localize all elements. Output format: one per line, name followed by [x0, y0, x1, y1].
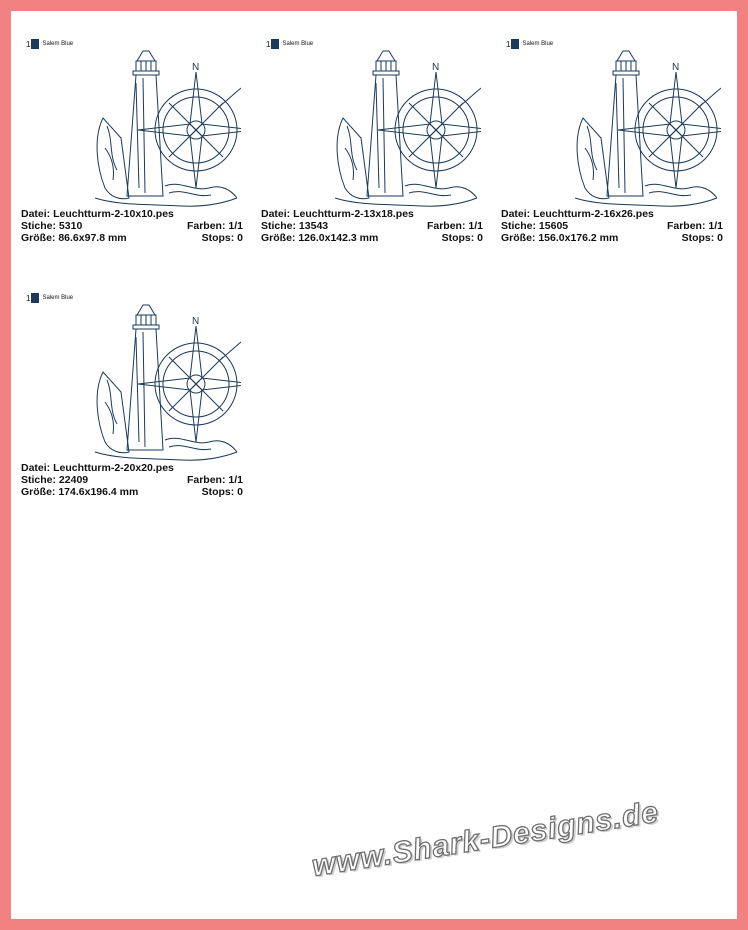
design-size: Größe: 86.6x97.8 mm [21, 232, 127, 244]
design-info [261, 208, 483, 244]
design-card[interactable] [21, 28, 251, 244]
thread-legend [26, 292, 73, 304]
design-size: Größe: 126.0x142.3 mm [261, 232, 379, 244]
thread-color-swatch [271, 39, 279, 49]
lighthouse-compass-embroidery [571, 48, 721, 210]
file-name: Datei: Leuchtturm-2-10x10.pes [21, 208, 174, 220]
thread-name: Salem Blue [42, 295, 74, 301]
compass-letter: N [192, 316, 200, 327]
watermark-text: www.Shark-Designs.de [309, 795, 662, 884]
lighthouse-compass-embroidery [331, 48, 481, 210]
color-count: Farben: 1/1 [186, 220, 243, 232]
lighthouse-compass-embroidery [91, 302, 241, 464]
file-name: Datei: Leuchtturm-2-20x20.pes [21, 462, 174, 474]
thread-name: Salem Blue [522, 41, 554, 47]
thread-color-swatch [31, 293, 39, 303]
thread-number: 1 [266, 39, 271, 49]
thread-number: 1 [26, 293, 31, 303]
thread-number: 1 [506, 39, 511, 49]
stop-count: Stops: 0 [201, 486, 243, 498]
compass-letter: N [192, 62, 200, 73]
color-count: Farben: 1/1 [186, 474, 243, 486]
thread-color-swatch [31, 39, 39, 49]
lighthouse-compass-embroidery [91, 48, 241, 210]
stitch-count: Stiche: 15605 [501, 220, 569, 232]
thread-color-swatch [511, 39, 519, 49]
design-card[interactable] [21, 282, 251, 498]
design-size: Größe: 174.6x196.4 mm [21, 486, 139, 498]
design-info [21, 462, 243, 498]
design-info [21, 208, 243, 244]
design-info [501, 208, 723, 244]
thread-legend [506, 38, 553, 50]
stop-count: Stops: 0 [201, 232, 243, 244]
thread-legend [26, 38, 73, 50]
stitch-count: Stiche: 5310 [21, 220, 83, 232]
design-card[interactable] [261, 28, 491, 244]
color-count: Farben: 1/1 [666, 220, 723, 232]
file-name: Datei: Leuchtturm-2-16x26.pes [501, 208, 654, 220]
file-name: Datei: Leuchtturm-2-13x18.pes [261, 208, 414, 220]
design-size: Größe: 156.0x176.2 mm [501, 232, 619, 244]
stitch-count: Stiche: 13543 [261, 220, 329, 232]
compass-letter: N [672, 62, 680, 73]
thread-legend [266, 38, 313, 50]
thread-name: Salem Blue [282, 41, 314, 47]
color-count: Farben: 1/1 [426, 220, 483, 232]
compass-letter: N [432, 62, 440, 73]
stop-count: Stops: 0 [681, 232, 723, 244]
stitch-count: Stiche: 22409 [21, 474, 89, 486]
thread-name: Salem Blue [42, 41, 74, 47]
design-card[interactable] [501, 28, 731, 244]
thread-number: 1 [26, 39, 31, 49]
design-sheet [11, 11, 737, 919]
stop-count: Stops: 0 [441, 232, 483, 244]
